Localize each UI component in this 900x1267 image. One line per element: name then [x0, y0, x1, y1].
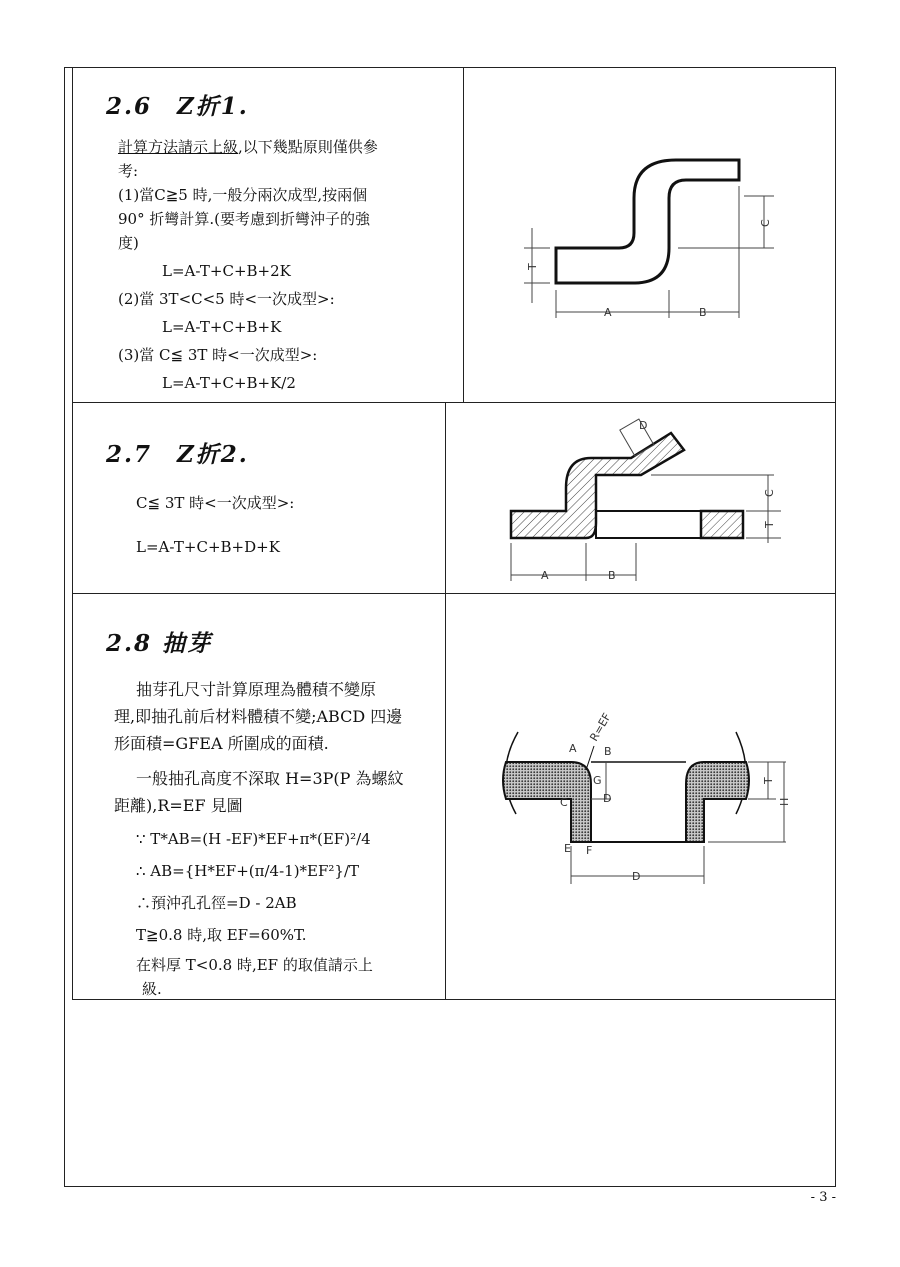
label-a: A [569, 742, 577, 755]
label-d: D [603, 792, 612, 805]
section-2-7 [106, 436, 436, 559]
section-2-6 [106, 88, 456, 395]
underlined-text: 計算方法請示上級 [118, 138, 239, 156]
text-line: C≦ 3T 時<一次成型>: [136, 494, 295, 512]
section-2-8 [106, 625, 438, 1001]
dim-label-a: A [541, 569, 549, 582]
text-line: 級. [142, 980, 162, 998]
label-b: B [604, 745, 612, 758]
text-line: 度) [118, 234, 139, 252]
text-line: T≧0.8 時,取 EF=60%T. [136, 926, 307, 944]
text-line: 一般抽孔高度不深取 H=3P(P 為螺紋 [136, 769, 404, 788]
z-bend-1-diagram [464, 68, 834, 400]
label-h: H [778, 797, 791, 806]
label-r-ef: R=EF [587, 710, 614, 744]
text-line: 形面積=GFEA 所圍成的面積. [114, 734, 329, 753]
text-line [106, 135, 456, 159]
formula-line: L=A-T+C+B+2K [162, 262, 291, 280]
text-line: (1)當C≧5 時,一般分兩次成型,按兩個 [118, 186, 368, 204]
formula-line: L=A-T+C+B+K [162, 318, 282, 336]
left-wall [503, 762, 591, 842]
dim-label-d: D [639, 419, 648, 432]
dim-label-t: T [763, 521, 776, 528]
section-title: 2.8 抽芽 [106, 630, 213, 657]
z-bend-1-outline [556, 160, 739, 283]
dim-label-c: C [759, 219, 772, 227]
dim-label-a: A [604, 306, 612, 319]
z-bend-2-diagram [446, 403, 834, 591]
text-line: 考: [118, 162, 139, 180]
text-line: (3)當 C≦ 3T 時<一次成型>: [118, 346, 318, 364]
label-c: C [560, 796, 568, 809]
label-e: E [564, 842, 571, 855]
label-t: T [762, 777, 775, 784]
text-fragment: ,以下幾點原則僅供參 [238, 138, 378, 156]
right-wall [686, 762, 749, 842]
label-d-bottom: D [632, 870, 641, 883]
text-line: 距離),R=EF 見圖 [114, 796, 243, 815]
text-line: 90° 折彎計算.(要考慮到折彎沖子的強 [118, 210, 370, 228]
z-bend-2-flange-right [701, 511, 743, 538]
text-line: 抽芽孔尺寸計算原理為體積不變原 [136, 680, 377, 699]
text-line: 理,即抽孔前后材料體積不變;ABCD 四邊 [114, 707, 403, 726]
text-line: (2)當 3T<C<5 時<一次成型>: [118, 290, 335, 308]
z-bend-2-body [511, 433, 684, 538]
formula-line: ∵ T*AB=(H -EF)*EF+π*(EF)²/4 [136, 830, 371, 848]
section-title: 2.6 Z折1. [106, 93, 249, 120]
formula-line: L=A-T+C+B+D+K [136, 538, 280, 556]
label-f: F [586, 844, 593, 857]
dim-label-b: B [608, 569, 616, 582]
formula-line: L=A-T+C+B+K/2 [162, 374, 296, 392]
page-number: - 3 - [810, 1190, 836, 1205]
section-title: 2.7 Z折2. [106, 441, 249, 468]
dim-label-b: B [699, 306, 707, 319]
z-bend-2-gap [596, 511, 701, 538]
extrusion-hole-diagram [446, 594, 834, 997]
formula-line: ∴預沖孔孔徑=D - 2AB [136, 894, 297, 912]
formula-line: ∴ AB={H*EF+(π/4-1)*EF²}/T [136, 862, 360, 880]
text-line: 在料厚 T<0.8 時,EF 的取值請示上 [136, 956, 373, 974]
dim-label-t: T [526, 263, 539, 270]
dim-label-c: C [763, 489, 776, 497]
label-g: G [593, 774, 602, 787]
